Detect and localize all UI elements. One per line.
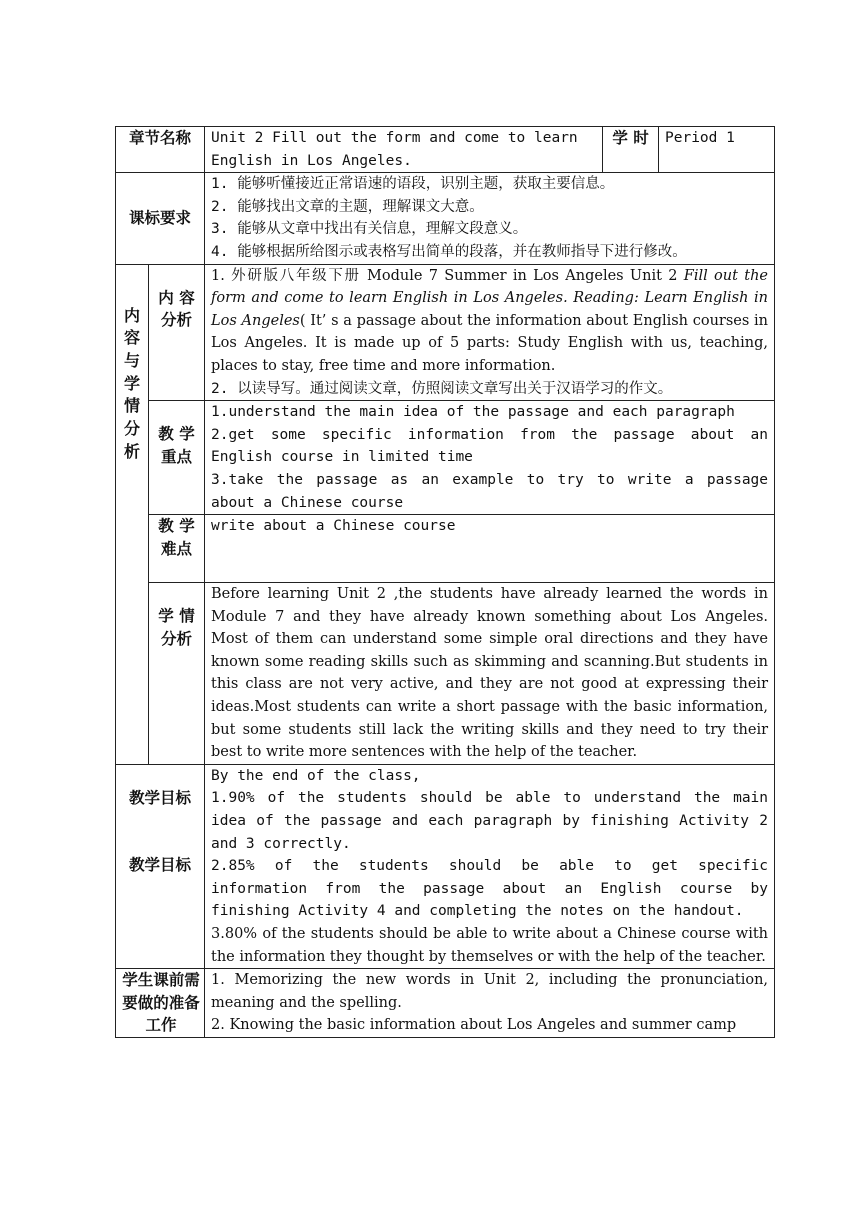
difficulty-text: write about a Chinese course [205, 515, 775, 583]
preparation-content [205, 969, 775, 1038]
content-analysis-label: 内 容 分析 [149, 264, 205, 401]
objective-item: 1.90% of the students should be able to understand the main idea of the passage and each paragraph by finishing Activity 2 and 3 correctly. [211, 790, 769, 852]
objectives-content [205, 764, 775, 968]
preparation-item: 2. Knowing the basic information about Los Angeles and summer camp [211, 1017, 737, 1034]
preparation-item: 1. Memorizing the new words in Unit 2, including the pronunciation, meaning and the spelling. [211, 972, 769, 1011]
key-points-content [205, 401, 775, 515]
preparation-row [116, 969, 775, 1038]
content-p1-suffix: ( It’ s a passage about the information about English courses in Los Angeles. It is made up of 5 parts: Study English with us, teaching, places to stay, free time and more information. [211, 312, 769, 374]
objective-item: 2.85% of the students should be able to get specific information from the passage about an English course by finishing Activity 4 and completing the notes on the handout. [211, 858, 769, 920]
standards-item: 2. 能够找出文章的主题，理解课文大意。 [211, 198, 484, 215]
objectives-label-spacer [122, 809, 198, 854]
key-points-label: 教 学 重点 [149, 401, 205, 515]
key-point-item: 2.get some specific information from the passage about an English course in limited time [211, 426, 769, 466]
objectives-row [116, 764, 775, 968]
chapter-label: 章节名称 [116, 127, 205, 173]
preparation-label-text: 学生课前需要做的准备工作 [122, 971, 200, 1035]
standards-item: 3. 能够从文章中找出有关信息，理解文段意义。 [211, 221, 528, 238]
analysis-outer-label [116, 264, 149, 764]
chapter-title: Unit 2 Fill out the form and come to learn English in Los Angeles. [205, 127, 603, 173]
standards-row [116, 173, 775, 264]
chapter-row [116, 127, 775, 173]
objectives-intro: By the end of the class, [211, 767, 421, 784]
students-row [116, 583, 775, 765]
content-p1-italic: Fill out the form and come to learn English in Los Angeles. Reading: Learn English in Los Angeles [211, 267, 769, 329]
objectives-label-cell [116, 764, 205, 968]
objective-item: 3.80% of the students should be able to write about a Chinese course with the information they thought by themselves or with the help of the teacher. [211, 926, 769, 965]
hours-label: 学 时 [603, 127, 659, 173]
content-analysis-row [116, 264, 775, 401]
students-label: 学 情 分析 [149, 583, 205, 765]
students-text: Before learning Unit 2 ,the students have already learned the words in Module 7 and they have already known something about Los Angeles. Most of them can understand some simple oral directions and they have known some reading skills such as skimming and scanning.But students in this class are not very active, and they are not good at expressing their ideas.Most students can write a short passage with the basic information, but some students still lack the writing skills and they need to try their best to write more sentences with the help of the teacher. [205, 583, 775, 765]
hours-value: Period 1 [659, 127, 775, 173]
content-analysis-text [205, 264, 775, 401]
content-p1-prefix: 1. 外研版八年级下册 Module 7 Summer in Los Angeles Unit 2 [211, 267, 684, 284]
objectives-label-top: 教学目标 [129, 788, 192, 807]
standards-label: 课标要求 [116, 173, 205, 264]
standards-content [205, 173, 775, 264]
analysis-outer-label-text: 内容与学情分析 [123, 305, 140, 461]
preparation-label [116, 969, 205, 1038]
standards-item: 4. 能够根据所给图示或表格写出简单的段落，并在教师指导下进行修改。 [211, 243, 687, 260]
key-point-item: 3.take the passage as an example to try to write a passage about a Chinese course [211, 471, 769, 511]
content-p2: 2. 以读导写。通过阅读文章，仿照阅读文章写出关于汉语学习的作文。 [211, 380, 673, 397]
difficulty-label: 教 学 难点 [149, 515, 205, 583]
objectives-label-bottom: 教学目标 [129, 856, 192, 875]
standards-item: 1. 能够听懂接近正常语速的语段，识别主题，获取主要信息。 [211, 176, 615, 193]
lesson-plan-table [115, 126, 775, 1038]
difficulty-row [116, 515, 775, 583]
key-points-row [116, 401, 775, 515]
key-point-item: 1.understand the main idea of the passage and each paragraph [211, 404, 735, 421]
